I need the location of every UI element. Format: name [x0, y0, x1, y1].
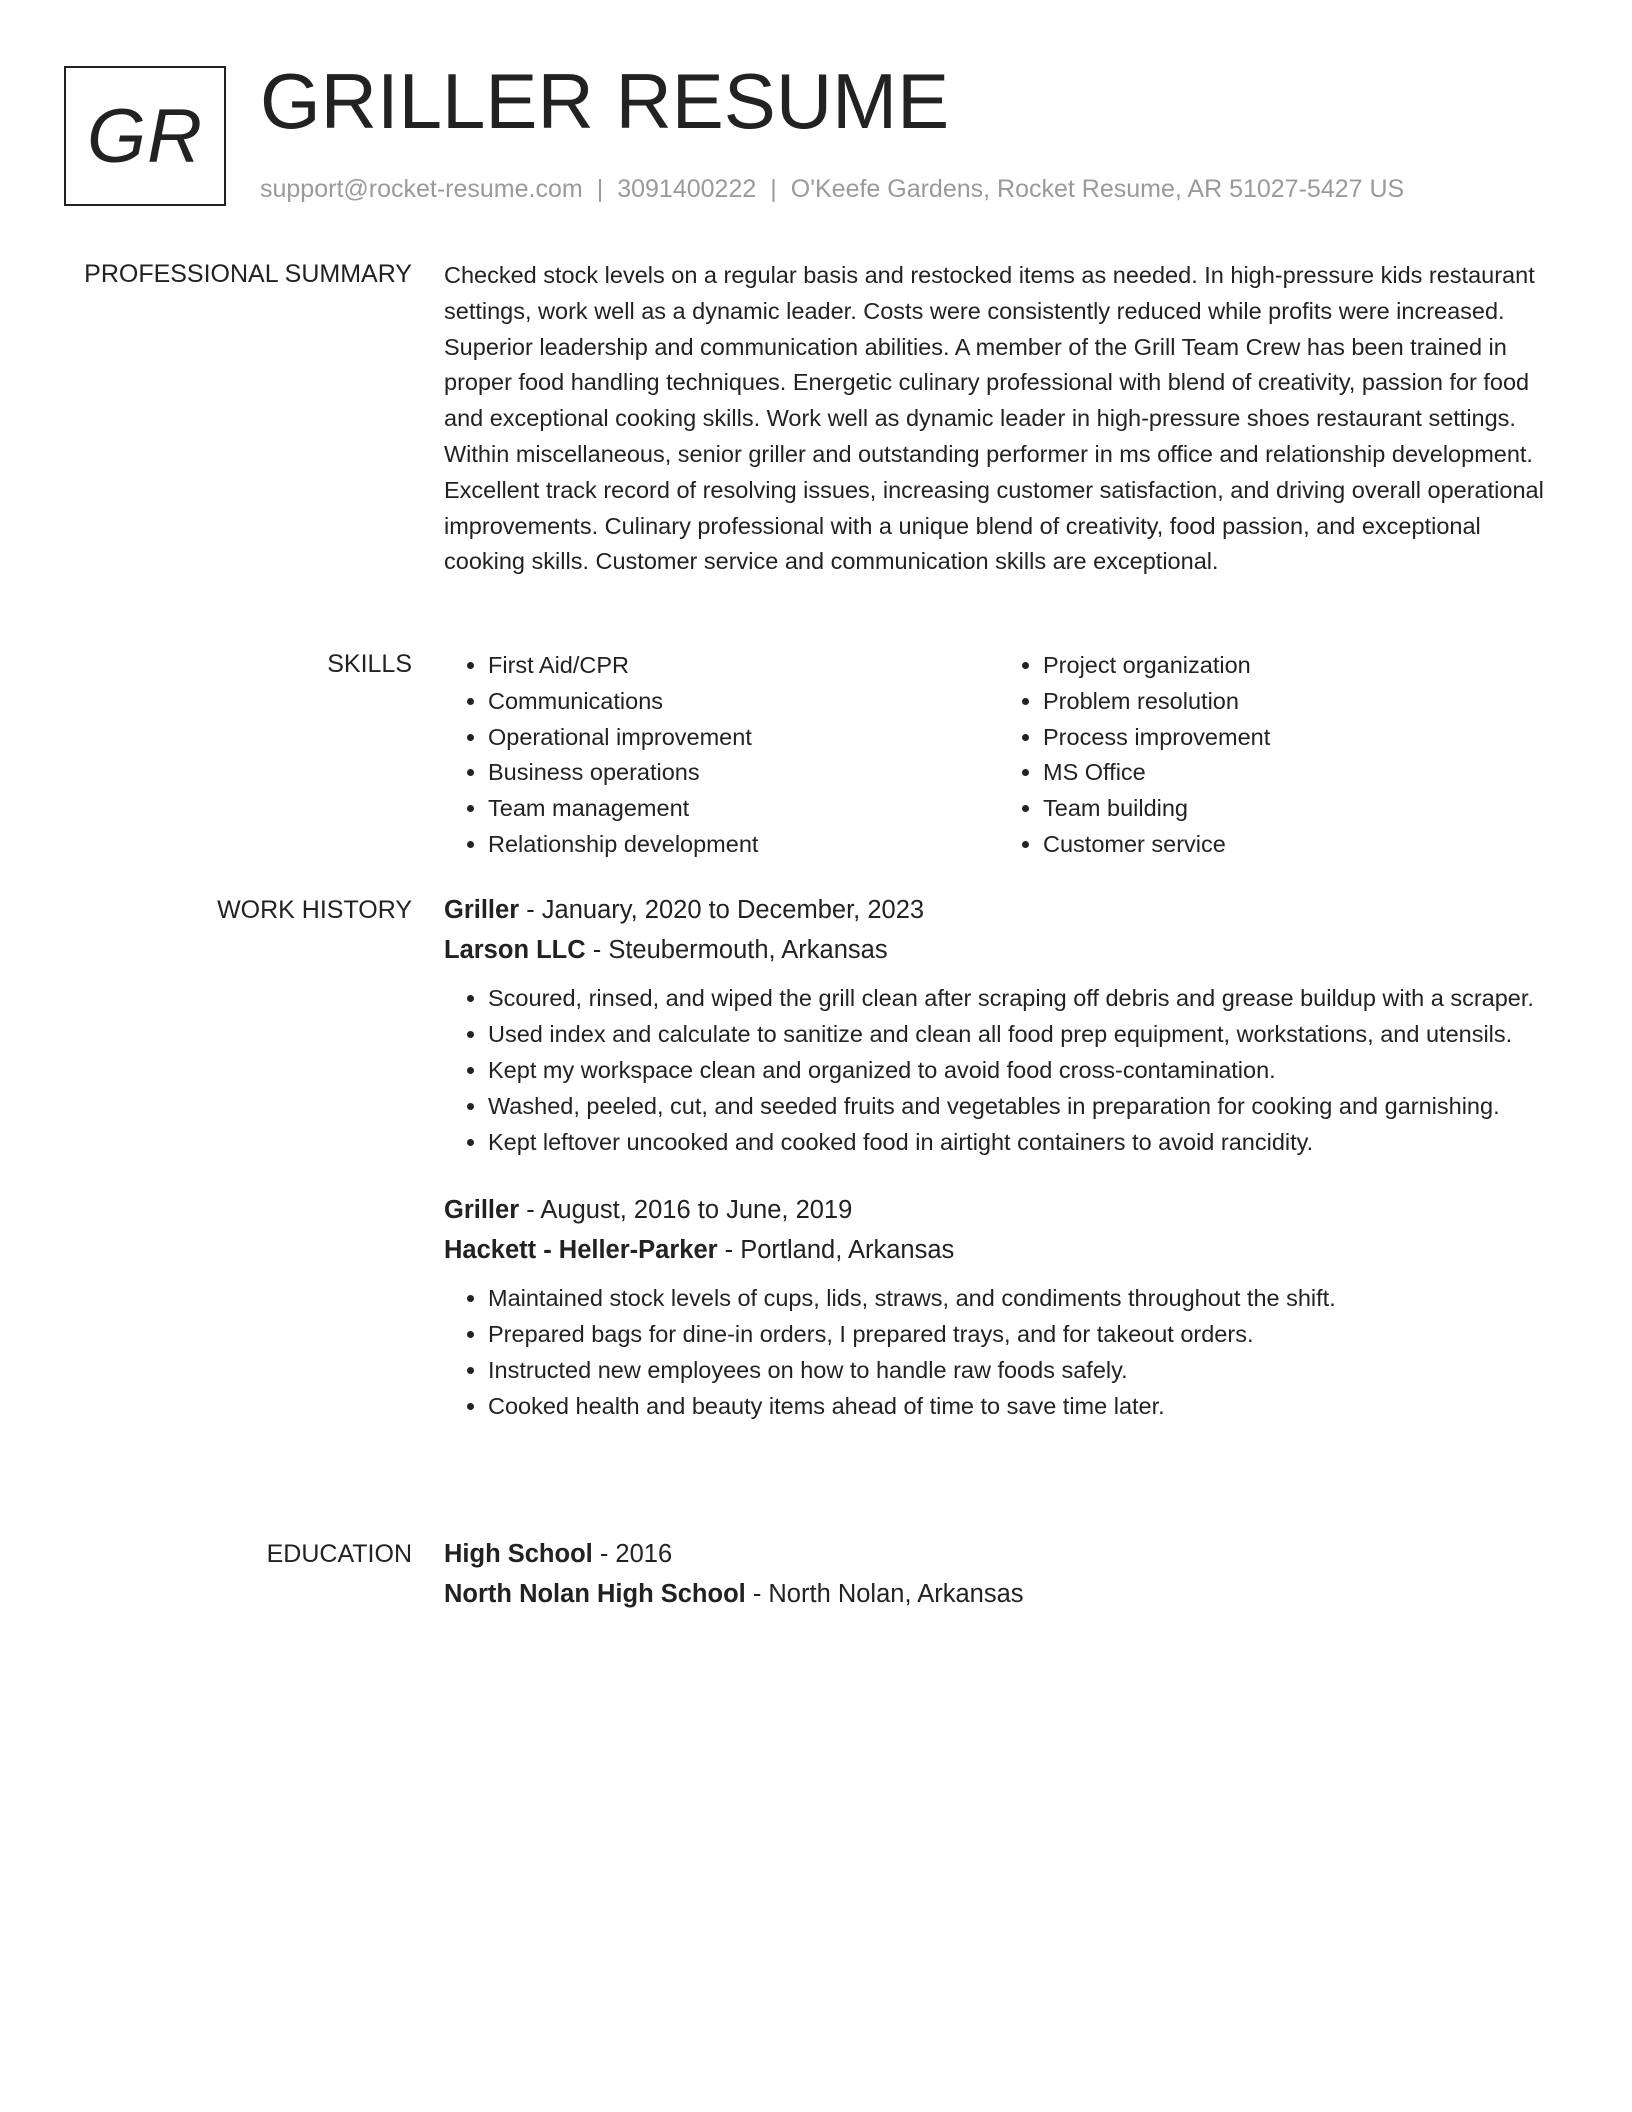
monogram-initials: GR: [87, 93, 203, 179]
skill-item: • Team building: [1043, 791, 1554, 827]
job-company: Hackett - Heller-Parker: [444, 1236, 718, 1264]
education-label: EDUCATION: [266, 1540, 412, 1568]
skill-item: • Problem resolution: [1043, 684, 1554, 720]
job-company-line: [444, 1230, 1554, 1270]
skill-item: • Process improvement: [1043, 720, 1554, 756]
education-school: North Nolan High School: [444, 1580, 746, 1608]
skills-list-left: [444, 648, 999, 863]
contact-phone: 3091400222: [617, 175, 757, 203]
education-year: - 2016: [592, 1540, 673, 1568]
skill-item: • Customer service: [1043, 827, 1554, 863]
contact-email: support@rocket-resume.com: [260, 175, 583, 203]
skill-item: • MS Office: [1043, 755, 1554, 791]
job-bullet: • Used index and calculate to sanitize and clean all food prep equipment, workstations, and utensils.: [488, 1016, 1554, 1052]
contact-separator: |: [596, 175, 604, 203]
skill-item: • Communications: [488, 684, 999, 720]
summary-body: [444, 258, 1554, 580]
job-bullets: [444, 980, 1554, 1160]
job-bullet: • Maintained stock levels of cups, lids, straws, and condiments throughout the shift.: [488, 1280, 1554, 1316]
job-title-line: [444, 1190, 1554, 1230]
skills-body: [444, 648, 1554, 863]
job-location: - Steubermouth, Arkansas: [585, 936, 888, 964]
job-company-line: [444, 930, 1554, 970]
education-school-line: [444, 1574, 1554, 1614]
job-location: - Portland, Arkansas: [717, 1236, 955, 1264]
education-location: - North Nolan, Arkansas: [745, 1580, 1024, 1608]
job-bullet: • Scoured, rinsed, and wiped the grill clean after scraping off debris and grease buildup with a scraper.: [488, 980, 1554, 1016]
work-label: WORK HISTORY: [217, 896, 412, 924]
job-company: Larson LLC: [444, 936, 586, 964]
job-bullet: • Washed, peeled, cut, and seeded fruits and vegetables in preparation for cooking and garnishing.: [488, 1088, 1554, 1124]
education-degree-line: [444, 1534, 1554, 1574]
skills-list-right: [999, 648, 1554, 863]
contact-address: O'Keefe Gardens, Rocket Resume, AR 51027-5427 US: [790, 175, 1405, 203]
job-dates: - August, 2016 to June, 2019: [519, 1196, 853, 1224]
job-entry: [444, 890, 1554, 1160]
summary-text: Checked stock levels on a regular basis and restocked items as needed. In high-pressure kids restaurant settings, work well as a dynamic leader. Costs were consistently reduced while profits were increased. Superior leadership and communication abilities. A member of the Grill Team Crew has been trained in proper food handling techniques. Energetic culinary professional with blend of creativity, passion for food and exceptional cooking skills. Work well as dynamic leader in high-pressure shoes restaurant settings. Within miscellaneous, senior griller and outstanding performer in ms office and relationship development. Excellent track record of resolving issues, increasing customer satisfaction, and driving overall operational improvements. Culinary professional with a unique blend of creativity, food passion, and exceptional cooking skills. Customer service and communication skills are exceptional.: [444, 262, 1544, 575]
resume-name: GRILLER RESUME: [260, 57, 950, 145]
job-bullet: • Instructed new employees on how to handle raw foods safely.: [488, 1352, 1554, 1388]
work-body: [444, 890, 1554, 1454]
skill-item: • Relationship development: [488, 827, 999, 863]
skill-item: • Team management: [488, 791, 999, 827]
job-bullet: • Kept leftover uncooked and cooked food in airtight containers to avoid rancidity.: [488, 1124, 1554, 1160]
job-entry: [444, 1190, 1554, 1424]
job-dates: - January, 2020 to December, 2023: [519, 896, 925, 924]
job-bullet: • Cooked health and beauty items ahead of time to save time later.: [488, 1388, 1554, 1424]
contact-line: [260, 174, 1404, 204]
job-title-line: [444, 890, 1554, 930]
education-body: [444, 1534, 1554, 1614]
skills-label: SKILLS: [327, 650, 412, 678]
skill-item: • Project organization: [1043, 648, 1554, 684]
job-bullet: • Kept my workspace clean and organized to avoid food cross-contamination.: [488, 1052, 1554, 1088]
summary-label: PROFESSIONAL SUMMARY: [84, 260, 412, 288]
contact-separator: |: [770, 175, 777, 203]
job-bullet: • Prepared bags for dine-in orders, I prepared trays, and for takeout orders.: [488, 1316, 1554, 1352]
job-title: Griller: [444, 896, 520, 924]
education-degree: High School: [444, 1540, 593, 1568]
skill-item: • Operational improvement: [488, 720, 999, 756]
monogram-box: [64, 66, 226, 206]
job-title: Griller: [444, 1196, 520, 1224]
skill-item: • Business operations: [488, 755, 999, 791]
skill-item: • First Aid/CPR: [488, 648, 999, 684]
job-bullets: [444, 1280, 1554, 1424]
